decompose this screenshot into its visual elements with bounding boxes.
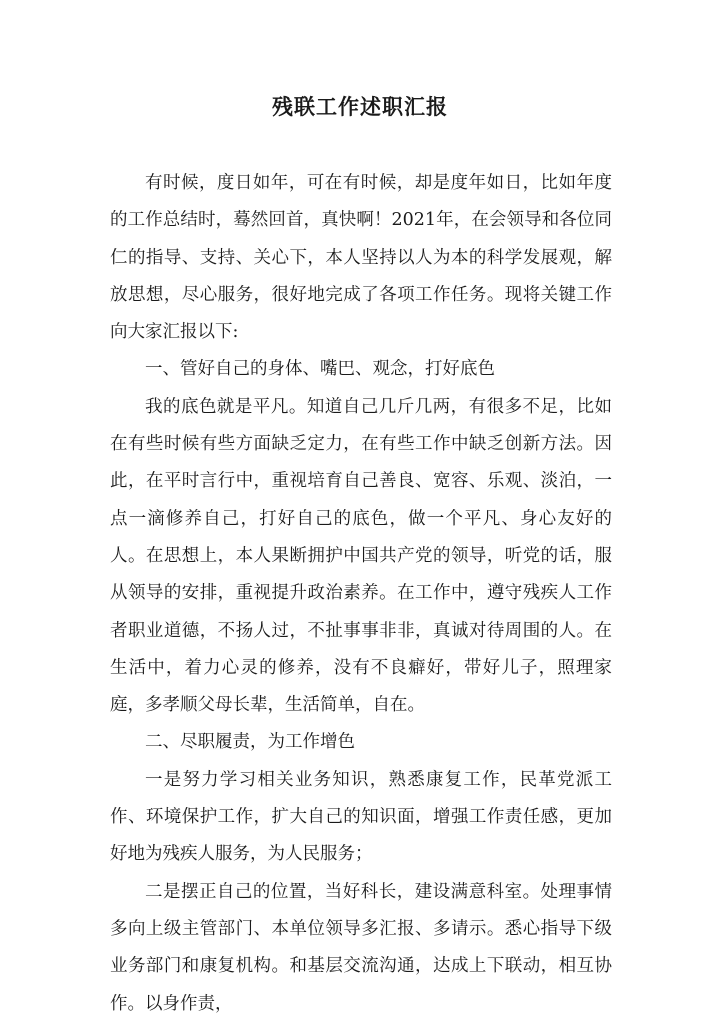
document-body [110,165,612,1023]
paragraph-section-1: 我的底色就是平凡。知道自己几斤几两，有很多不足，比如在有些时候有些方面缺乏定力，在有些工作中缺乏创新方法。因此，在平时言行中，重视培育自己善良、宽容、乐观、淡泊，一点一滴修养自己，打好自己的底色，做一个平凡、身心友好的人。在思想上，本人果断拥护中国共产党的领导，听党的话，服从领导的安排，重视提升政治素养。在工作中，遵守残疾人工作者职业道德，不扬人过，不扯事事非非，真诚对待周围的人。在生活中，着力心灵的修养，没有不良癖好，带好儿子，照理家庭，多孝顺父母长辈，生活简单，自在。 [110,396,612,716]
section-heading-1: 一、管好自己的身体、嘴巴、观念，打好底色 [145,359,495,380]
paragraph-item-2: 二是摆正自己的位置，当好科长，建设满意科室。处理事情多向上级主管部门、本单位领导多汇报、多请示。悉心指导下级业务部门和康复机构。和基层交流沟通，达成上下联动，相互协作。以身作责， [110,881,612,1014]
document-title: 残联工作述职汇报 [272,94,448,119]
section-heading-2: 二、尽职履责，为工作增色 [145,732,355,753]
paragraph-item-1: 一是努力学习相关业务知识，熟悉康复工作，民革党派工作、环境保护工作，扩大自己的知识面，增强工作责任感，更加好地为残疾人服务，为人民服务； [110,769,612,865]
paragraph-intro: 有时候，度日如年，可在有时候，却是度年如日，比如年度的工作总结时，蓦然回首，真快啊！2021年，在会领导和各位同仁的指导、支持、关心下，本人坚持以人为本的科学发展观，解放思想，尽心服务，很好地完成了各项工作任务。现将关键工作向大家汇报以下: [110,173,612,343]
